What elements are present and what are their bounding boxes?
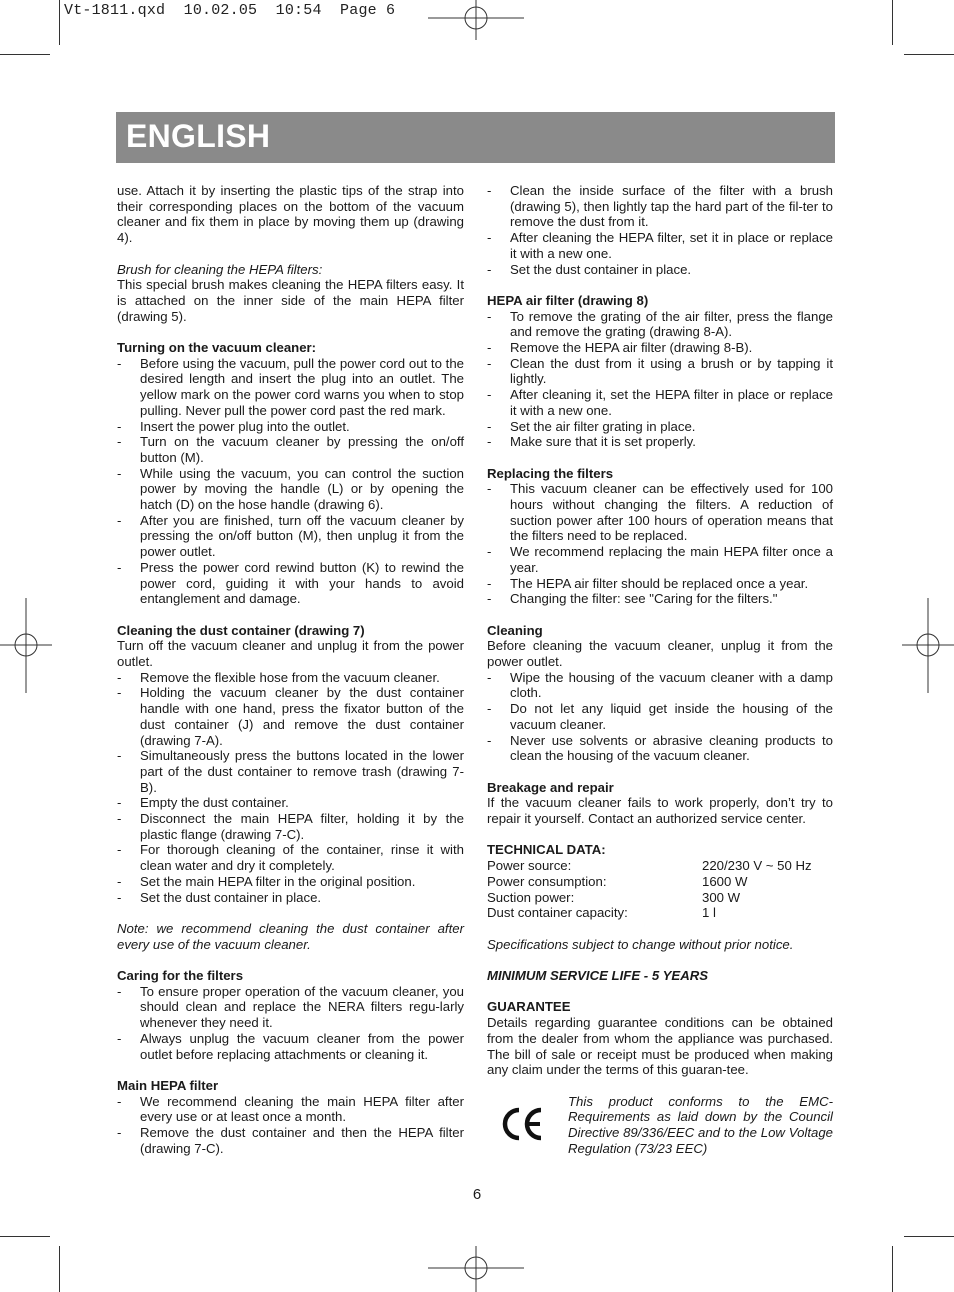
- list-item: - Clean the dust from it using a brush or by tapping it lightly.: [487, 356, 833, 387]
- list-item: - After cleaning the HEPA filter, set it in place or replace it with a new one.: [487, 230, 833, 261]
- caring-filters-list: [117, 984, 464, 1063]
- list-item: - To remove the grating of the air filter, press the flange and remove the grating (drawing 8-A).: [487, 309, 833, 340]
- list-item: - Holding the vacuum cleaner by the dust container handle with one hand, press the fixator button of the dust container (J) and remove the dust container (drawing 7-A).: [117, 685, 464, 748]
- list-item: - We recommend cleaning the main HEPA filter after every use or at least once a month.: [117, 1094, 464, 1125]
- brush-paragraph: This special brush makes cleaning the HEPA filters easy. It is attached on the inner side of the main HEPA filter (drawing 5).: [117, 277, 464, 324]
- list-item: - Set the air filter grating in place.: [487, 419, 833, 435]
- table-row: [487, 858, 833, 874]
- list-item: - Changing the filter: see "Caring for the filters.": [487, 591, 833, 607]
- tech-value: 220/230 V ~ 50 Hz: [702, 858, 812, 874]
- list-item: - Before using the vacuum, pull the power cord out to the desired length and insert the plug into an outlet. The yellow mark on the power cord warns you when to stop pulling. Never pull the power cord past the red mark.: [117, 356, 464, 419]
- brush-heading: Brush for cleaning the HEPA filters:: [117, 261, 323, 277]
- technical-data-table: [487, 858, 833, 921]
- ce-conformity-block: [487, 1094, 833, 1164]
- breakage-heading: Breakage and repair: [487, 779, 614, 795]
- list-item: - Disconnect the main HEPA filter, holding it by the plastic flange (drawing 7-C).: [117, 811, 464, 842]
- list-item: - For thorough cleaning of the container, rinse it with clean water and dry it completely.: [117, 842, 464, 873]
- list-item: - Remove the HEPA air filter (drawing 8-B).: [487, 340, 833, 356]
- list-item: - Remove the flexible hose from the vacuum cleaner.: [117, 670, 464, 686]
- left-column: [117, 183, 464, 1157]
- main-hepa-list: [117, 1094, 464, 1157]
- cleaning-paragraph: Before cleaning the vacuum cleaner, unplug it from the power outlet.: [487, 638, 833, 670]
- list-item: - Simultaneously press the buttons located in the lower part of the dust container to remove trash (drawing 7-B).: [117, 748, 464, 795]
- tech-label: Dust container capacity:: [487, 905, 628, 921]
- main-hepa-continued-list: [487, 183, 833, 277]
- list-item: - Never use solvents or abrasive cleaning products to clean the housing of the vacuum cleaner.: [487, 733, 833, 764]
- turning-on-list: [117, 356, 464, 607]
- list-item: - After you are finished, turn off the vacuum cleaner by pressing the on/off button (M), then unplug it from the power outlet.: [117, 513, 464, 560]
- page-number: 6: [472, 1186, 482, 1203]
- air-filter-list: [487, 309, 833, 450]
- language-header: [116, 112, 835, 163]
- tech-value: 1 l: [702, 905, 716, 921]
- registration-mark-top: [428, 0, 524, 40]
- list-item: - The HEPA air filter should be replaced once a year.: [487, 576, 833, 592]
- list-item: - This vacuum cleaner can be effectively used for 100 hours without changing the filters. A reduction of suction power after 100 hours of operation means that the filters need to be replaced.: [487, 481, 833, 544]
- list-item: - Clean the inside surface of the filter with a brush (drawing 5), then lightly tap the hard part of the fil-ter to remove the dust from it.: [487, 183, 833, 230]
- caring-filters-heading: Caring for the filters: [117, 968, 244, 984]
- list-item: - Remove the dust container and then the HEPA filter (drawing 7-C).: [117, 1125, 464, 1156]
- list-item: - To ensure proper operation of the vacuum cleaner, you should clean and replace the NERA filters regu-larly whenever they need it.: [117, 984, 464, 1031]
- registration-mark-left: [0, 598, 52, 693]
- list-item: - We recommend replacing the main HEPA filter once a year.: [487, 544, 833, 575]
- tech-label: Power consumption:: [487, 873, 607, 889]
- list-item: - Set the dust container in place.: [117, 890, 464, 906]
- table-row: [487, 874, 833, 890]
- table-row: [487, 905, 833, 921]
- ce-conformity-text: This product conforms to the EMC-Requirements as laid down by the Council Directive 89/336/EEC and to the Low Voltage Regulation (73/23 EEC): [568, 1093, 833, 1156]
- list-item: - Empty the dust container.: [117, 795, 464, 811]
- registration-mark-bottom: [428, 1246, 524, 1292]
- tech-label: Suction power:: [487, 889, 575, 905]
- dust-container-note: Note: we recommend cleaning the dust container after every use of the vacuum cleaner.: [117, 920, 464, 952]
- list-item: - Make sure that it is set properly.: [487, 434, 833, 450]
- list-item: - Insert the power plug into the outlet.: [117, 419, 464, 435]
- guarantee-heading: GUARANTEE: [487, 999, 571, 1015]
- turning-on-heading: Turning on the vacuum cleaner:: [117, 340, 317, 355]
- dust-container-list: [117, 670, 464, 906]
- replacing-filters-heading: Replacing the filters: [487, 465, 614, 481]
- tech-value: 300 W: [702, 889, 741, 905]
- list-item: - Set the main HEPA filter in the original position.: [117, 874, 464, 890]
- intro-paragraph: use. Attach it by inserting the plastic tips of the strap into their corresponding places on the bottom of the vacuum cleaner and fix them in place by moving them up (drawing 4).: [117, 183, 464, 246]
- technical-data-heading: TECHNICAL DATA:: [487, 842, 606, 858]
- dust-container-heading: Cleaning the dust container (drawing 7): [117, 622, 365, 638]
- page-title: ENGLISH: [126, 118, 271, 154]
- ce-mark-icon: [501, 1106, 545, 1142]
- list-item: - Set the dust container in place.: [487, 262, 833, 278]
- air-filter-heading: HEPA air filter (drawing 8): [487, 292, 649, 308]
- tech-label: Power source:: [487, 858, 572, 874]
- main-hepa-heading: Main HEPA filter: [117, 1077, 219, 1093]
- guarantee-paragraph: Details regarding guarantee conditions can be obtained from the dealer from whom the appliance was purchased. The bill of sale or receipt must be produced when making any claim under the terms of this guaran-tee.: [487, 1015, 833, 1078]
- service-life: MINIMUM SERVICE LIFE - 5 YEARS: [487, 968, 709, 984]
- list-item: - Wipe the housing of the vacuum cleaner with a damp cloth.: [487, 670, 833, 701]
- list-item: - While using the vacuum, you can control the suction power by moving the handle (L) or by opening the hatch (D) on the hose handle (drawing 6).: [117, 466, 464, 513]
- cleaning-list: [487, 670, 833, 764]
- table-row: [487, 890, 833, 906]
- list-item: - Always unplug the vacuum cleaner from the power outlet before replacing attachments or cleaning it.: [117, 1031, 464, 1062]
- right-column: [487, 183, 833, 1164]
- tech-value: 1600 W: [702, 873, 748, 889]
- print-slug: Vt-1811.qxd 10.02.05 10:54 Page 6: [64, 2, 396, 19]
- list-item: - Turn on the vacuum cleaner by pressing the on/off button (M).: [117, 434, 464, 465]
- cleaning-heading: Cleaning: [487, 622, 543, 638]
- breakage-paragraph: If the vacuum cleaner fails to work properly, don’t try to repair it yourself. Contact an authorized service center.: [487, 795, 833, 827]
- dust-container-paragraph: Turn off the vacuum cleaner and unplug it from the power outlet.: [117, 638, 464, 670]
- replacing-filters-list: [487, 481, 833, 607]
- registration-mark-right: [902, 598, 954, 693]
- specifications-note: Specifications subject to change without prior notice.: [487, 936, 794, 952]
- list-item: - Do not let any liquid get inside the housing of the vacuum cleaner.: [487, 701, 833, 732]
- list-item: - Press the power cord rewind button (K) to rewind the power cord, guiding it with your hands to avoid entanglement and damage.: [117, 560, 464, 607]
- list-item: - After cleaning it, set the HEPA filter in place or replace it with a new one.: [487, 387, 833, 418]
